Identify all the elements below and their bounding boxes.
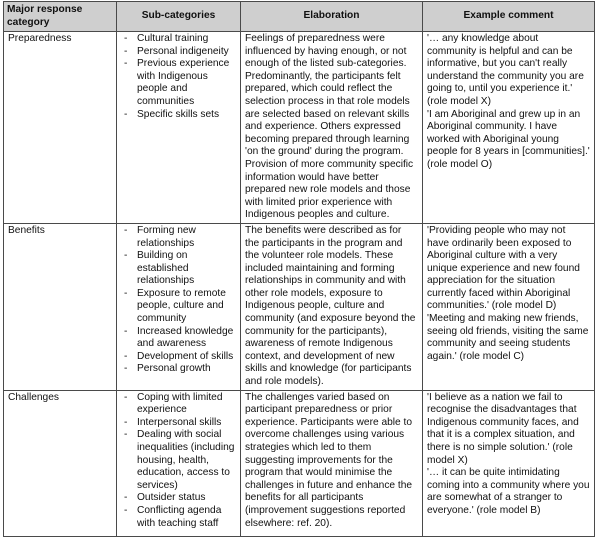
subcategory-list <box>121 33 236 121</box>
subcategory-item: - Interpersonal skills <box>121 417 236 430</box>
subcategory-list <box>121 225 236 376</box>
subcategories-cell <box>117 390 241 536</box>
elaboration-cell: Feelings of preparedness were influenced by having enough, or not enough of the listed sub-categories. Predominantly, the participants felt prepared, which could reflect the selection process in that role models are selected based on relevant skills and experience. Others expressed becoming prepared through learning 'on the ground' during the program. Provision of more community specific information would have better prepared new role models and those with limited prior experience with Indigenous peoples and culture. <box>241 32 423 224</box>
example-comment: '… any knowledge about community is helpful and can be informative, but you can't really understand the community you are going to, until you experience it.' (role model X) <box>427 33 584 107</box>
subcategory-item: - Exposure to remote people, culture and community <box>121 288 236 326</box>
subcategory-item: - Building on established relationships <box>121 250 236 288</box>
subcategory-item: - Personal indigeneity <box>121 46 236 59</box>
elaboration-cell: The benefits were described as for the participants in the program and the volunteer role models. These included maintaining and forming relationships in community and with other role models, exposure to Indigenous people, culture and community (and exposure beyond the community for the participants), awareness of remote Indigenous context, and development of new skills and knowledge (for participants and role models). <box>241 223 423 390</box>
example-comment-cell <box>423 223 595 390</box>
subcategories-cell <box>117 223 241 390</box>
category-cell: Benefits <box>4 223 117 390</box>
example-comment-cell <box>423 390 595 536</box>
subcategory-item: - Coping with limited experience <box>121 392 236 417</box>
header-example-comment: Example comment <box>423 2 595 32</box>
example-comment: 'I believe as a nation we fail to recognise the disadvantages that Indigenous community faces, and that it is a complex situation, and there is no simple solution.' (role model X) <box>427 391 579 466</box>
subcategory-item: - Specific skills sets <box>121 109 236 122</box>
category-cell: Challenges <box>4 390 117 536</box>
table-header-row <box>4 2 595 32</box>
header-sub-categories: Sub-categories <box>117 2 241 32</box>
subcategory-item: - Conflicting agenda with teaching staff <box>121 505 236 530</box>
example-comment: 'Providing people who may not have ordinarily been exposed to Aboriginal culture with a very unique experience and new found appreciation for the situation currently faced within Aboriginal communities.' (role model D) <box>427 224 580 312</box>
table-row-preparedness <box>4 32 595 224</box>
example-comment: '… it can be quite intimidating coming into a community where you are somewhat of a stranger to everyone.' (role model B) <box>427 467 590 516</box>
subcategory-item: - Forming new relationships <box>121 225 236 250</box>
subcategory-item: - Increased knowledge and awareness <box>121 326 236 351</box>
example-comment: 'I am Aboriginal and grew up in an Aboriginal community. I have worked with Aboriginal young people for 8 years in [communities].' (role model O) <box>427 108 590 170</box>
subcategory-item: - Personal growth <box>121 363 236 376</box>
header-major-response-category: Major response category <box>4 2 117 32</box>
header-elaboration: Elaboration <box>241 2 423 32</box>
elaboration-cell: The challenges varied based on participant preparedness or prior experience. Participants were able to overcome challenges using various strategies which led to them suggesting improvements for the program that would minimise the challenges in future and enhance the benefits for all participants (improvement suggestions reported elsewhere: ref. 20). <box>241 390 423 536</box>
response-category-table <box>3 1 595 537</box>
table-row-challenges <box>4 390 595 536</box>
example-comment: 'Meeting and making new friends, seeing old friends, visiting the same community and seeing students again.' (role model C) <box>427 313 589 362</box>
subcategory-item: - Dealing with social inequalities (including housing, health, education, access to services) <box>121 429 236 492</box>
subcategory-list <box>121 392 236 531</box>
subcategory-item: - Previous experience with Indigenous people and communities <box>121 58 236 108</box>
subcategory-item: - Outsider status <box>121 492 236 505</box>
category-cell: Preparedness <box>4 32 117 224</box>
subcategory-item: - Cultural training <box>121 33 236 46</box>
subcategories-cell <box>117 32 241 224</box>
example-comment-cell <box>423 32 595 224</box>
subcategory-item: - Development of skills <box>121 351 236 364</box>
table-row-benefits <box>4 223 595 390</box>
